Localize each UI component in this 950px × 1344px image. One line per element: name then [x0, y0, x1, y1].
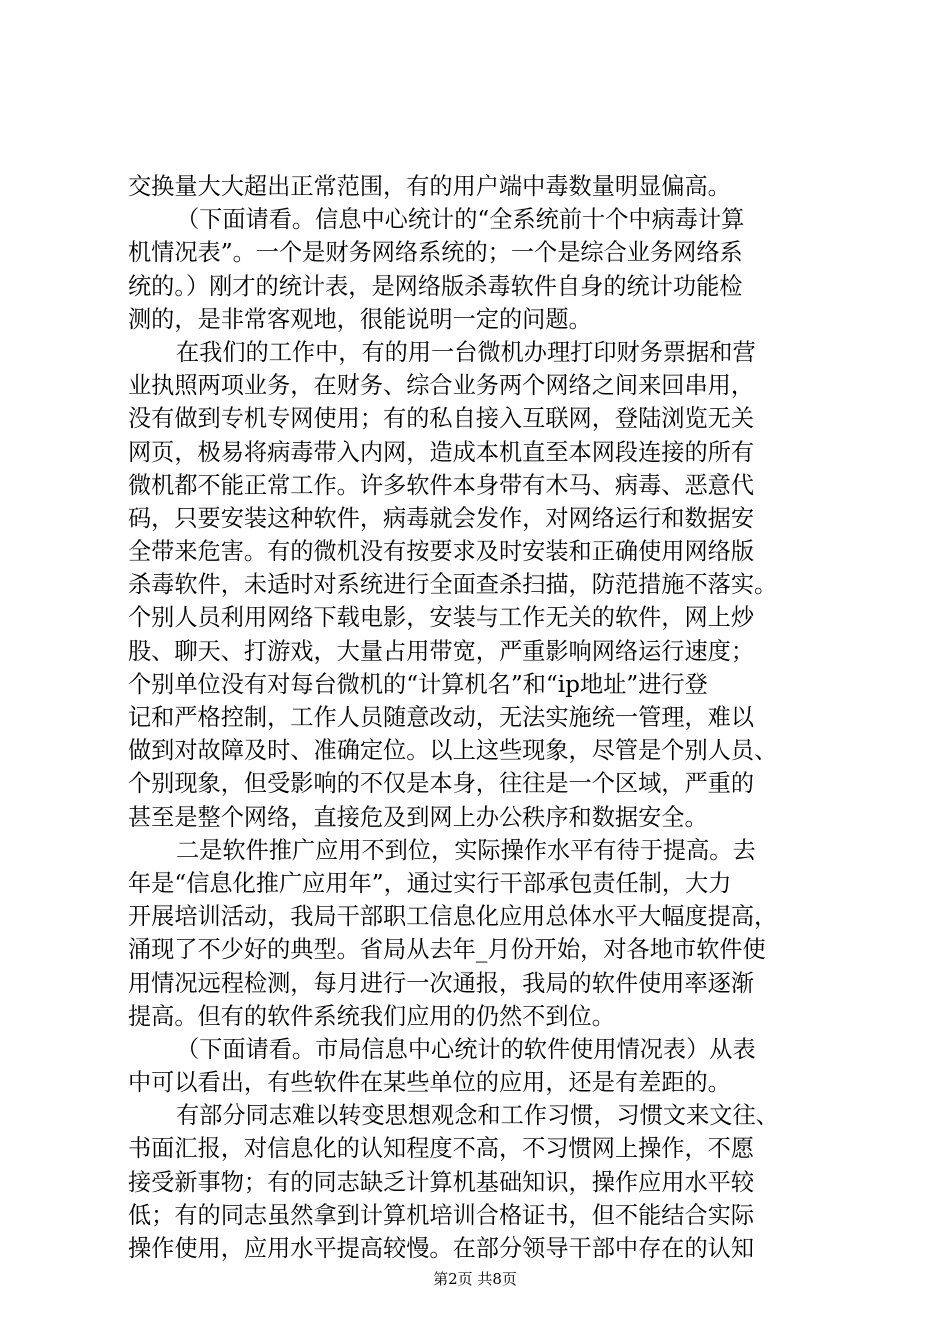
text-line: 开展培训活动，我局干部职工信息化应用总体水平大幅度提高，	[128, 903, 778, 931]
text-line: 涌现了不少好的典型。省局从去年_月份开始，对各地市软件使	[128, 936, 766, 964]
text-line: 年是“信息化推广应用年”，通过实行干部承包责任制，大力	[128, 869, 732, 897]
text-line: 没有做到专机专网使用；有的私自接入互联网，登陆浏览无关	[128, 405, 755, 433]
document-body	[128, 170, 828, 1265]
text-line: 个别人员利用网络下载电影，安装与工作无关的软件，网上炒	[128, 604, 755, 632]
text-line: 在我们的工作中，有的用一台微机办理打印财务票据和营	[176, 338, 756, 366]
text-line: 有部分同志难以转变思想观念和工作习惯，习惯文来文往、	[176, 1102, 779, 1130]
page-footer: 第2页 共8页	[433, 1270, 517, 1288]
text-line: 统的。）刚才的统计表，是网络版杀毒软件自身的统计功能检	[128, 272, 743, 300]
text-line: 中可以看出，有些软件在某些单位的应用，还是有差距的。	[128, 1069, 731, 1097]
text-line: 杀毒软件，未适时对系统进行全面查杀扫描，防范措施不落实。	[128, 571, 778, 599]
text-line: 二是软件推广应用不到位，实际操作水平有待于提高。去	[176, 836, 756, 864]
text-line: 交换量大大超出正常范围，有的用户端中毒数量明显偏高。	[128, 173, 731, 200]
text-line: 业执照两项业务，在财务、综合业务两个网络之间来回串用，	[128, 372, 755, 400]
text-line: 微机都不能正常工作。许多软件本身带有木马、病毒、恶意代	[128, 471, 755, 499]
text-line: 记和严格控制，工作人员随意改动，无法实施统一管理，难以	[128, 704, 755, 731]
text-line: 机情况表”。一个是财务网络系统的；一个是综合业务网络系	[128, 239, 743, 267]
text-line: （下面请看。市局信息中心统计的软件使用情况表）从表	[176, 1035, 756, 1063]
text-line: 提高。但有的软件系统我们应用的仍然不到位。	[128, 1002, 615, 1030]
text-line: 甚至是整个网络，直接危及到网上办公秩序和数据安全。	[128, 803, 708, 831]
text-line: 股、聊天、打游戏，大量占用带宽，严重影响网络运行速度；	[128, 637, 755, 665]
text-line: 个别现象，但受影响的不仅是本身，往往是一个区域，严重的	[128, 770, 755, 798]
text-line: 用情况远程检测，每月进行一次通报，我局的软件使用率逐渐	[128, 969, 755, 997]
text-line: 做到对故障及时、准确定位。以上这些现象，尽管是个别人员、	[128, 737, 778, 765]
text-line: 测的，是非常客观地，很能说明一定的问题。	[128, 305, 592, 333]
text-line: 操作使用，应用水平提高较慢。在部分领导干部中存在的认知	[128, 1235, 755, 1262]
text-line: 接受新事物；有的同志缺乏计算机基础知识，操作应用水平较	[128, 1168, 755, 1196]
text-line: 网页，极易将病毒带入内网，造成本机直至本网段连接的所有	[128, 438, 755, 466]
text-line: 码，只要安装这种软件，病毒就会发作，对网络运行和数据安	[128, 504, 755, 532]
text-line: 全带来危害。有的微机没有按要求及时安装和正确使用网络版	[128, 538, 755, 566]
text-line: （下面请看。信息中心统计的“全系统前十个中病毒计算	[176, 206, 745, 234]
text-line: 低；有的同志虽然拿到计算机培训合格证书，但不能结合实际	[128, 1201, 755, 1229]
text-line: 书面汇报，对信息化的认知程度不高，不习惯网上操作，不愿	[128, 1135, 755, 1163]
text-line: 个别单位没有对每台微机的“计算机名”和“ip地址”进行登	[128, 670, 708, 698]
